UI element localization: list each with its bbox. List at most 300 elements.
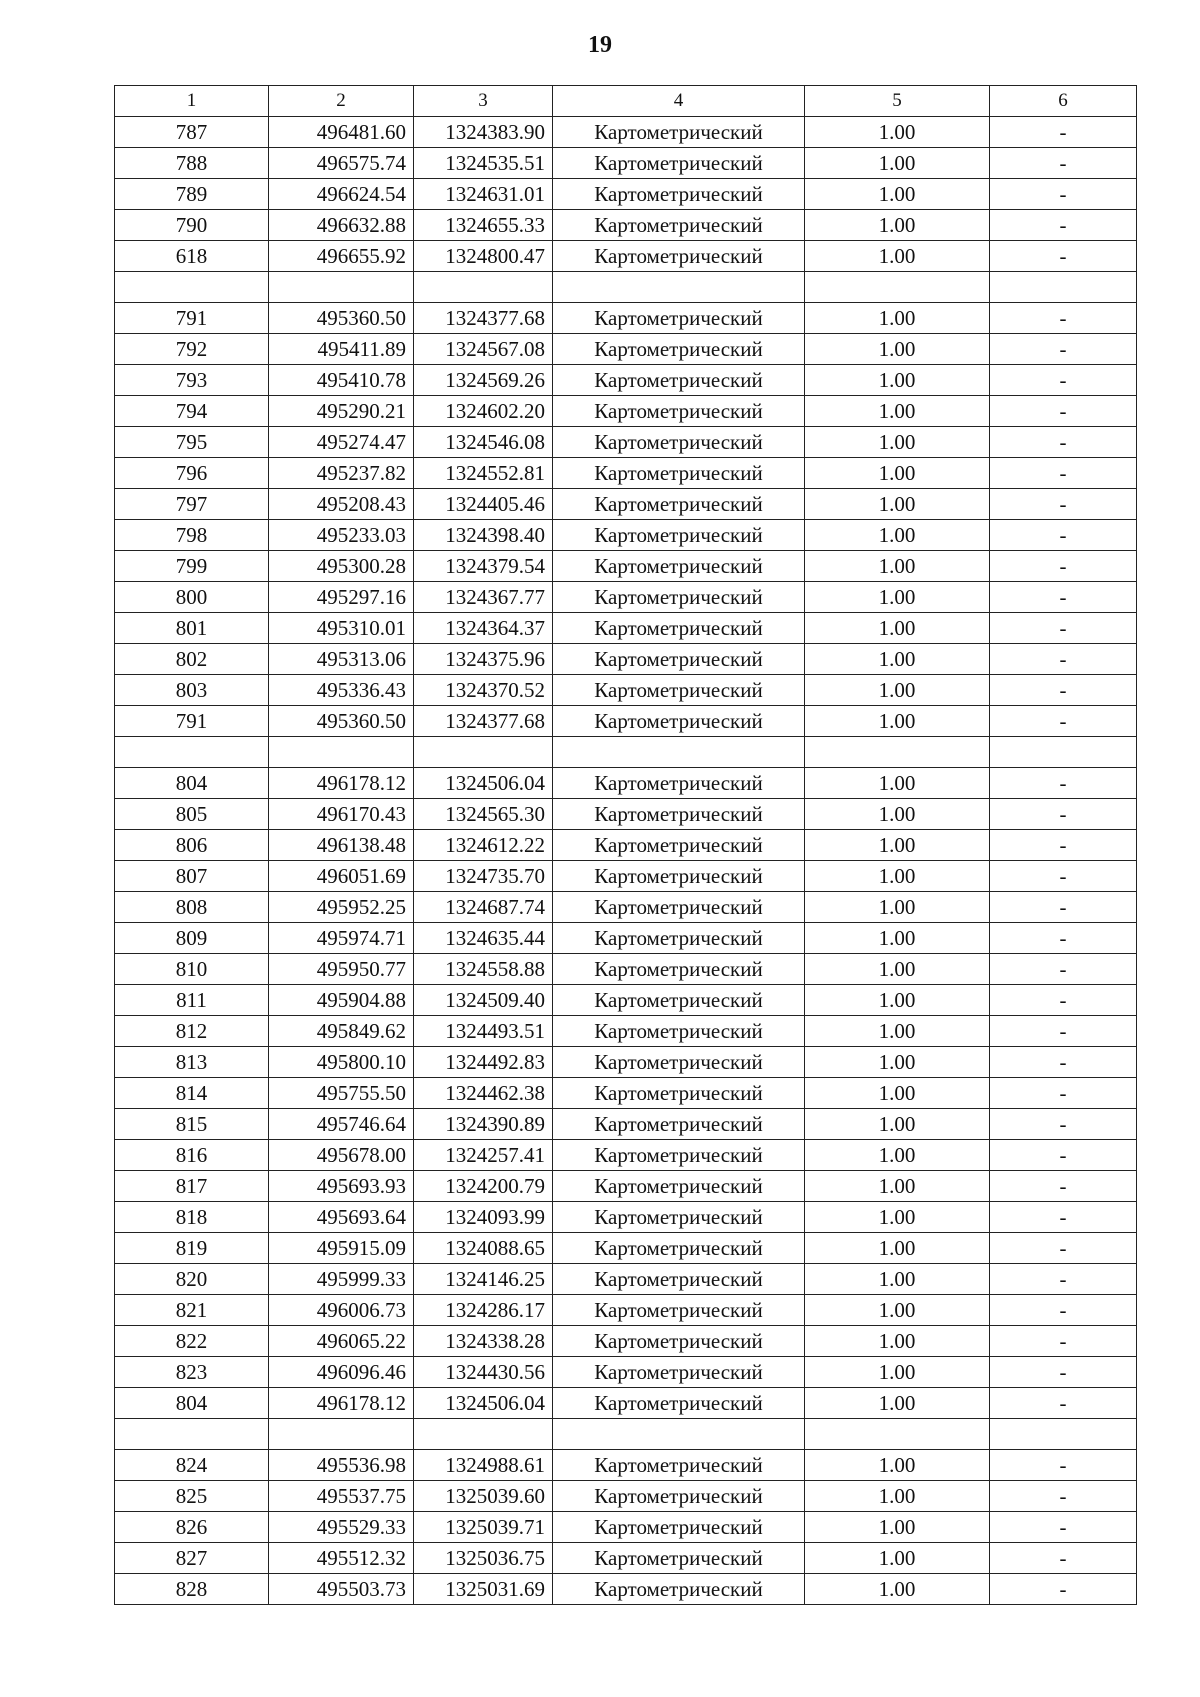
table-row	[115, 458, 1137, 489]
method-cell: Картометрический	[553, 241, 805, 272]
method-cell: Картометрический	[553, 303, 805, 334]
y-coordinate-cell: 1324988.61	[414, 1450, 553, 1481]
accuracy-cell: 1.00	[805, 489, 990, 520]
table-row	[115, 768, 1137, 799]
table-row	[115, 1357, 1137, 1388]
note-cell: -	[990, 1233, 1137, 1264]
method-cell: Картометрический	[553, 1140, 805, 1171]
note-cell: -	[990, 520, 1137, 551]
note-cell: -	[990, 241, 1137, 272]
method-cell: Картометрический	[553, 489, 805, 520]
point-number-cell: 794	[115, 396, 269, 427]
x-coordinate-cell: 495360.50	[269, 303, 414, 334]
x-coordinate-cell: 495974.71	[269, 923, 414, 954]
column-header-1: 1	[115, 86, 269, 117]
column-header-3: 3	[414, 86, 553, 117]
x-coordinate-cell: 495290.21	[269, 396, 414, 427]
y-coordinate-cell: 1324569.26	[414, 365, 553, 396]
method-cell: Картометрический	[553, 1295, 805, 1326]
point-number-cell: 816	[115, 1140, 269, 1171]
table-row	[115, 830, 1137, 861]
y-coordinate-cell: 1325039.71	[414, 1512, 553, 1543]
accuracy-cell: 1.00	[805, 520, 990, 551]
point-number-cell	[115, 272, 269, 303]
point-number-cell: 618	[115, 241, 269, 272]
method-cell: Картометрический	[553, 210, 805, 241]
x-coordinate-cell	[269, 737, 414, 768]
table-row	[115, 1109, 1137, 1140]
note-cell: -	[990, 892, 1137, 923]
y-coordinate-cell: 1324565.30	[414, 799, 553, 830]
x-coordinate-cell: 495529.33	[269, 1512, 414, 1543]
y-coordinate-cell: 1324383.90	[414, 117, 553, 148]
point-number-cell: 807	[115, 861, 269, 892]
method-cell: Картометрический	[553, 334, 805, 365]
note-cell: -	[990, 210, 1137, 241]
x-coordinate-cell: 495410.78	[269, 365, 414, 396]
method-cell: Картометрический	[553, 551, 805, 582]
table-row	[115, 1295, 1137, 1326]
point-number-cell: 793	[115, 365, 269, 396]
table-row	[115, 861, 1137, 892]
point-number-cell: 814	[115, 1078, 269, 1109]
method-cell: Картометрический	[553, 1481, 805, 1512]
method-cell: Картометрический	[553, 1264, 805, 1295]
accuracy-cell: 1.00	[805, 241, 990, 272]
y-coordinate-cell: 1324558.88	[414, 954, 553, 985]
point-number-cell: 821	[115, 1295, 269, 1326]
note-cell: -	[990, 148, 1137, 179]
y-coordinate-cell	[414, 1419, 553, 1450]
table-row	[115, 985, 1137, 1016]
method-cell: Картометрический	[553, 1202, 805, 1233]
note-cell: -	[990, 1450, 1137, 1481]
table-row	[115, 1481, 1137, 1512]
table-row	[115, 954, 1137, 985]
table-row	[115, 1574, 1137, 1605]
x-coordinate-cell: 496632.88	[269, 210, 414, 241]
note-cell: -	[990, 799, 1137, 830]
method-cell: Картометрический	[553, 830, 805, 861]
x-coordinate-cell: 495411.89	[269, 334, 414, 365]
x-coordinate-cell: 496006.73	[269, 1295, 414, 1326]
accuracy-cell: 1.00	[805, 210, 990, 241]
method-cell: Картометрический	[553, 1450, 805, 1481]
table-row	[115, 489, 1137, 520]
accuracy-cell: 1.00	[805, 179, 990, 210]
y-coordinate-cell: 1324506.04	[414, 1388, 553, 1419]
table-row	[115, 551, 1137, 582]
x-coordinate-cell: 495952.25	[269, 892, 414, 923]
point-number-cell: 819	[115, 1233, 269, 1264]
method-cell	[553, 272, 805, 303]
y-coordinate-cell: 1325036.75	[414, 1543, 553, 1574]
x-coordinate-cell: 495678.00	[269, 1140, 414, 1171]
y-coordinate-cell: 1324735.70	[414, 861, 553, 892]
note-cell: -	[990, 365, 1137, 396]
note-cell: -	[990, 675, 1137, 706]
accuracy-cell: 1.00	[805, 458, 990, 489]
y-coordinate-cell: 1324800.47	[414, 241, 553, 272]
x-coordinate-cell: 496170.43	[269, 799, 414, 830]
accuracy-cell: 1.00	[805, 1047, 990, 1078]
point-number-cell: 799	[115, 551, 269, 582]
point-number-cell: 826	[115, 1512, 269, 1543]
point-number-cell: 813	[115, 1047, 269, 1078]
point-number-cell: 795	[115, 427, 269, 458]
table-row	[115, 892, 1137, 923]
x-coordinate-cell: 496575.74	[269, 148, 414, 179]
x-coordinate-cell: 495849.62	[269, 1016, 414, 1047]
point-number-cell: 802	[115, 644, 269, 675]
note-cell: -	[990, 1202, 1137, 1233]
accuracy-cell: 1.00	[805, 706, 990, 737]
x-coordinate-cell	[269, 1419, 414, 1450]
accuracy-cell: 1.00	[805, 830, 990, 861]
accuracy-cell: 1.00	[805, 1388, 990, 1419]
y-coordinate-cell: 1324612.22	[414, 830, 553, 861]
table-row	[115, 1388, 1137, 1419]
table-row	[115, 365, 1137, 396]
note-cell: -	[990, 706, 1137, 737]
note-cell: -	[990, 1171, 1137, 1202]
table-row	[115, 1140, 1137, 1171]
note-cell	[990, 272, 1137, 303]
point-number-cell: 790	[115, 210, 269, 241]
note-cell: -	[990, 1140, 1137, 1171]
x-coordinate-cell: 495904.88	[269, 985, 414, 1016]
accuracy-cell: 1.00	[805, 1016, 990, 1047]
accuracy-cell: 1.00	[805, 644, 990, 675]
method-cell: Картометрический	[553, 613, 805, 644]
table-row	[115, 179, 1137, 210]
x-coordinate-cell: 495233.03	[269, 520, 414, 551]
x-coordinate-cell: 496178.12	[269, 768, 414, 799]
y-coordinate-cell: 1324200.79	[414, 1171, 553, 1202]
point-number-cell: 822	[115, 1326, 269, 1357]
method-cell: Картометрический	[553, 427, 805, 458]
y-coordinate-cell: 1324370.52	[414, 675, 553, 706]
note-cell: -	[990, 861, 1137, 892]
x-coordinate-cell: 496655.92	[269, 241, 414, 272]
y-coordinate-cell: 1324655.33	[414, 210, 553, 241]
x-coordinate-cell: 495746.64	[269, 1109, 414, 1140]
method-cell: Картометрический	[553, 179, 805, 210]
y-coordinate-cell: 1324390.89	[414, 1109, 553, 1140]
accuracy-cell: 1.00	[805, 1078, 990, 1109]
y-coordinate-cell: 1324379.54	[414, 551, 553, 582]
method-cell: Картометрический	[553, 1388, 805, 1419]
accuracy-cell: 1.00	[805, 1512, 990, 1543]
point-number-cell: 817	[115, 1171, 269, 1202]
note-cell: -	[990, 1109, 1137, 1140]
note-cell: -	[990, 458, 1137, 489]
accuracy-cell: 1.00	[805, 334, 990, 365]
method-cell: Картометрический	[553, 1326, 805, 1357]
table-body	[115, 117, 1137, 1605]
method-cell: Картометрический	[553, 892, 805, 923]
y-coordinate-cell: 1324398.40	[414, 520, 553, 551]
accuracy-cell: 1.00	[805, 1140, 990, 1171]
point-number-cell: 806	[115, 830, 269, 861]
accuracy-cell: 1.00	[805, 303, 990, 334]
note-cell: -	[990, 644, 1137, 675]
accuracy-cell: 1.00	[805, 799, 990, 830]
accuracy-cell: 1.00	[805, 613, 990, 644]
y-coordinate-cell: 1324635.44	[414, 923, 553, 954]
note-cell: -	[990, 985, 1137, 1016]
note-cell: -	[990, 1264, 1137, 1295]
accuracy-cell: 1.00	[805, 1326, 990, 1357]
note-cell: -	[990, 334, 1137, 365]
x-coordinate-cell: 495800.10	[269, 1047, 414, 1078]
table-row	[115, 923, 1137, 954]
x-coordinate-cell: 496096.46	[269, 1357, 414, 1388]
point-number-cell: 810	[115, 954, 269, 985]
column-header-5: 5	[805, 86, 990, 117]
point-number-cell: 800	[115, 582, 269, 613]
note-cell: -	[990, 117, 1137, 148]
table-row	[115, 799, 1137, 830]
x-coordinate-cell: 495297.16	[269, 582, 414, 613]
method-cell: Картометрический	[553, 458, 805, 489]
y-coordinate-cell: 1324631.01	[414, 179, 553, 210]
accuracy-cell: 1.00	[805, 954, 990, 985]
x-coordinate-cell: 495536.98	[269, 1450, 414, 1481]
accuracy-cell: 1.00	[805, 1295, 990, 1326]
accuracy-cell: 1.00	[805, 1264, 990, 1295]
table-row	[115, 1264, 1137, 1295]
x-coordinate-cell: 495313.06	[269, 644, 414, 675]
y-coordinate-cell: 1324506.04	[414, 768, 553, 799]
note-cell	[990, 1419, 1137, 1450]
point-number-cell: 823	[115, 1357, 269, 1388]
point-number-cell: 803	[115, 675, 269, 706]
accuracy-cell: 1.00	[805, 582, 990, 613]
method-cell: Картометрический	[553, 923, 805, 954]
note-cell: -	[990, 1047, 1137, 1078]
point-number-cell: 811	[115, 985, 269, 1016]
y-coordinate-cell: 1324509.40	[414, 985, 553, 1016]
table-row	[115, 117, 1137, 148]
note-cell: -	[990, 1481, 1137, 1512]
note-cell: -	[990, 1543, 1137, 1574]
accuracy-cell: 1.00	[805, 768, 990, 799]
x-coordinate-cell: 495537.75	[269, 1481, 414, 1512]
method-cell: Картометрический	[553, 1543, 805, 1574]
note-cell: -	[990, 954, 1137, 985]
separator-row	[115, 1419, 1137, 1450]
coordinates-table	[114, 85, 1137, 1605]
note-cell: -	[990, 582, 1137, 613]
x-coordinate-cell: 496178.12	[269, 1388, 414, 1419]
table-row	[115, 520, 1137, 551]
note-cell: -	[990, 551, 1137, 582]
accuracy-cell	[805, 737, 990, 768]
x-coordinate-cell: 495512.32	[269, 1543, 414, 1574]
method-cell: Картометрический	[553, 117, 805, 148]
y-coordinate-cell: 1324546.08	[414, 427, 553, 458]
note-cell: -	[990, 303, 1137, 334]
y-coordinate-cell: 1324602.20	[414, 396, 553, 427]
note-cell: -	[990, 489, 1137, 520]
method-cell: Картометрический	[553, 1047, 805, 1078]
table-row	[115, 1078, 1137, 1109]
method-cell: Картометрический	[553, 706, 805, 737]
y-coordinate-cell: 1324093.99	[414, 1202, 553, 1233]
point-number-cell: 788	[115, 148, 269, 179]
method-cell: Картометрический	[553, 148, 805, 179]
method-cell: Картометрический	[553, 1016, 805, 1047]
x-coordinate-cell: 495915.09	[269, 1233, 414, 1264]
table-row	[115, 1171, 1137, 1202]
accuracy-cell: 1.00	[805, 892, 990, 923]
x-coordinate-cell: 495693.93	[269, 1171, 414, 1202]
x-coordinate-cell: 495274.47	[269, 427, 414, 458]
y-coordinate-cell: 1324492.83	[414, 1047, 553, 1078]
table-row	[115, 148, 1137, 179]
accuracy-cell: 1.00	[805, 551, 990, 582]
y-coordinate-cell: 1324338.28	[414, 1326, 553, 1357]
point-number-cell: 820	[115, 1264, 269, 1295]
point-number-cell: 812	[115, 1016, 269, 1047]
point-number-cell: 804	[115, 1388, 269, 1419]
method-cell: Картометрический	[553, 1233, 805, 1264]
method-cell: Картометрический	[553, 396, 805, 427]
method-cell: Картометрический	[553, 644, 805, 675]
x-coordinate-cell: 495950.77	[269, 954, 414, 985]
x-coordinate-cell: 496065.22	[269, 1326, 414, 1357]
y-coordinate-cell: 1324567.08	[414, 334, 553, 365]
separator-row	[115, 737, 1137, 768]
y-coordinate-cell: 1325039.60	[414, 1481, 553, 1512]
accuracy-cell: 1.00	[805, 675, 990, 706]
y-coordinate-cell: 1324367.77	[414, 582, 553, 613]
point-number-cell: 791	[115, 303, 269, 334]
y-coordinate-cell: 1324088.65	[414, 1233, 553, 1264]
y-coordinate-cell: 1324535.51	[414, 148, 553, 179]
table-row	[115, 1202, 1137, 1233]
x-coordinate-cell: 495360.50	[269, 706, 414, 737]
method-cell: Картометрический	[553, 954, 805, 985]
method-cell: Картометрический	[553, 582, 805, 613]
point-number-cell: 787	[115, 117, 269, 148]
accuracy-cell: 1.00	[805, 861, 990, 892]
table-row	[115, 241, 1137, 272]
y-coordinate-cell: 1325031.69	[414, 1574, 553, 1605]
accuracy-cell: 1.00	[805, 1543, 990, 1574]
point-number-cell	[115, 1419, 269, 1450]
method-cell: Картометрический	[553, 768, 805, 799]
x-coordinate-cell: 496051.69	[269, 861, 414, 892]
point-number-cell: 804	[115, 768, 269, 799]
note-cell: -	[990, 923, 1137, 954]
table-row	[115, 1326, 1137, 1357]
method-cell: Картометрический	[553, 1357, 805, 1388]
note-cell: -	[990, 1016, 1137, 1047]
table-row	[115, 613, 1137, 644]
method-cell: Картометрический	[553, 520, 805, 551]
point-number-cell	[115, 737, 269, 768]
method-cell: Картометрический	[553, 1171, 805, 1202]
accuracy-cell: 1.00	[805, 1574, 990, 1605]
point-number-cell: 789	[115, 179, 269, 210]
table-row	[115, 582, 1137, 613]
y-coordinate-cell: 1324364.37	[414, 613, 553, 644]
accuracy-cell: 1.00	[805, 1450, 990, 1481]
y-coordinate-cell: 1324146.25	[414, 1264, 553, 1295]
note-cell	[990, 737, 1137, 768]
table-row	[115, 675, 1137, 706]
y-coordinate-cell: 1324257.41	[414, 1140, 553, 1171]
method-cell: Картометрический	[553, 861, 805, 892]
note-cell: -	[990, 427, 1137, 458]
note-cell: -	[990, 768, 1137, 799]
accuracy-cell: 1.00	[805, 1357, 990, 1388]
accuracy-cell	[805, 272, 990, 303]
point-number-cell: 791	[115, 706, 269, 737]
x-coordinate-cell: 496138.48	[269, 830, 414, 861]
point-number-cell: 801	[115, 613, 269, 644]
method-cell: Картометрический	[553, 799, 805, 830]
method-cell: Картометрический	[553, 985, 805, 1016]
method-cell: Картометрический	[553, 675, 805, 706]
method-cell	[553, 1419, 805, 1450]
accuracy-cell: 1.00	[805, 1171, 990, 1202]
x-coordinate-cell: 495693.64	[269, 1202, 414, 1233]
point-number-cell: 796	[115, 458, 269, 489]
note-cell: -	[990, 1078, 1137, 1109]
method-cell: Картометрический	[553, 1512, 805, 1543]
accuracy-cell: 1.00	[805, 148, 990, 179]
note-cell: -	[990, 613, 1137, 644]
y-coordinate-cell: 1324405.46	[414, 489, 553, 520]
x-coordinate-cell: 496624.54	[269, 179, 414, 210]
x-coordinate-cell: 495336.43	[269, 675, 414, 706]
point-number-cell: 809	[115, 923, 269, 954]
note-cell: -	[990, 396, 1137, 427]
table-row	[115, 210, 1137, 241]
point-number-cell: 792	[115, 334, 269, 365]
x-coordinate-cell: 495237.82	[269, 458, 414, 489]
table-row	[115, 1450, 1137, 1481]
y-coordinate-cell	[414, 737, 553, 768]
accuracy-cell: 1.00	[805, 396, 990, 427]
separator-row	[115, 272, 1137, 303]
x-coordinate-cell: 495208.43	[269, 489, 414, 520]
point-number-cell: 798	[115, 520, 269, 551]
accuracy-cell: 1.00	[805, 923, 990, 954]
y-coordinate-cell: 1324286.17	[414, 1295, 553, 1326]
table-row	[115, 303, 1137, 334]
table-row	[115, 427, 1137, 458]
point-number-cell: 825	[115, 1481, 269, 1512]
point-number-cell: 808	[115, 892, 269, 923]
accuracy-cell: 1.00	[805, 985, 990, 1016]
point-number-cell: 824	[115, 1450, 269, 1481]
x-coordinate-cell: 495300.28	[269, 551, 414, 582]
accuracy-cell: 1.00	[805, 365, 990, 396]
table-row	[115, 334, 1137, 365]
note-cell: -	[990, 1574, 1137, 1605]
y-coordinate-cell: 1324375.96	[414, 644, 553, 675]
accuracy-cell	[805, 1419, 990, 1450]
point-number-cell: 818	[115, 1202, 269, 1233]
table-row	[115, 706, 1137, 737]
note-cell: -	[990, 179, 1137, 210]
y-coordinate-cell	[414, 272, 553, 303]
x-coordinate-cell: 495503.73	[269, 1574, 414, 1605]
